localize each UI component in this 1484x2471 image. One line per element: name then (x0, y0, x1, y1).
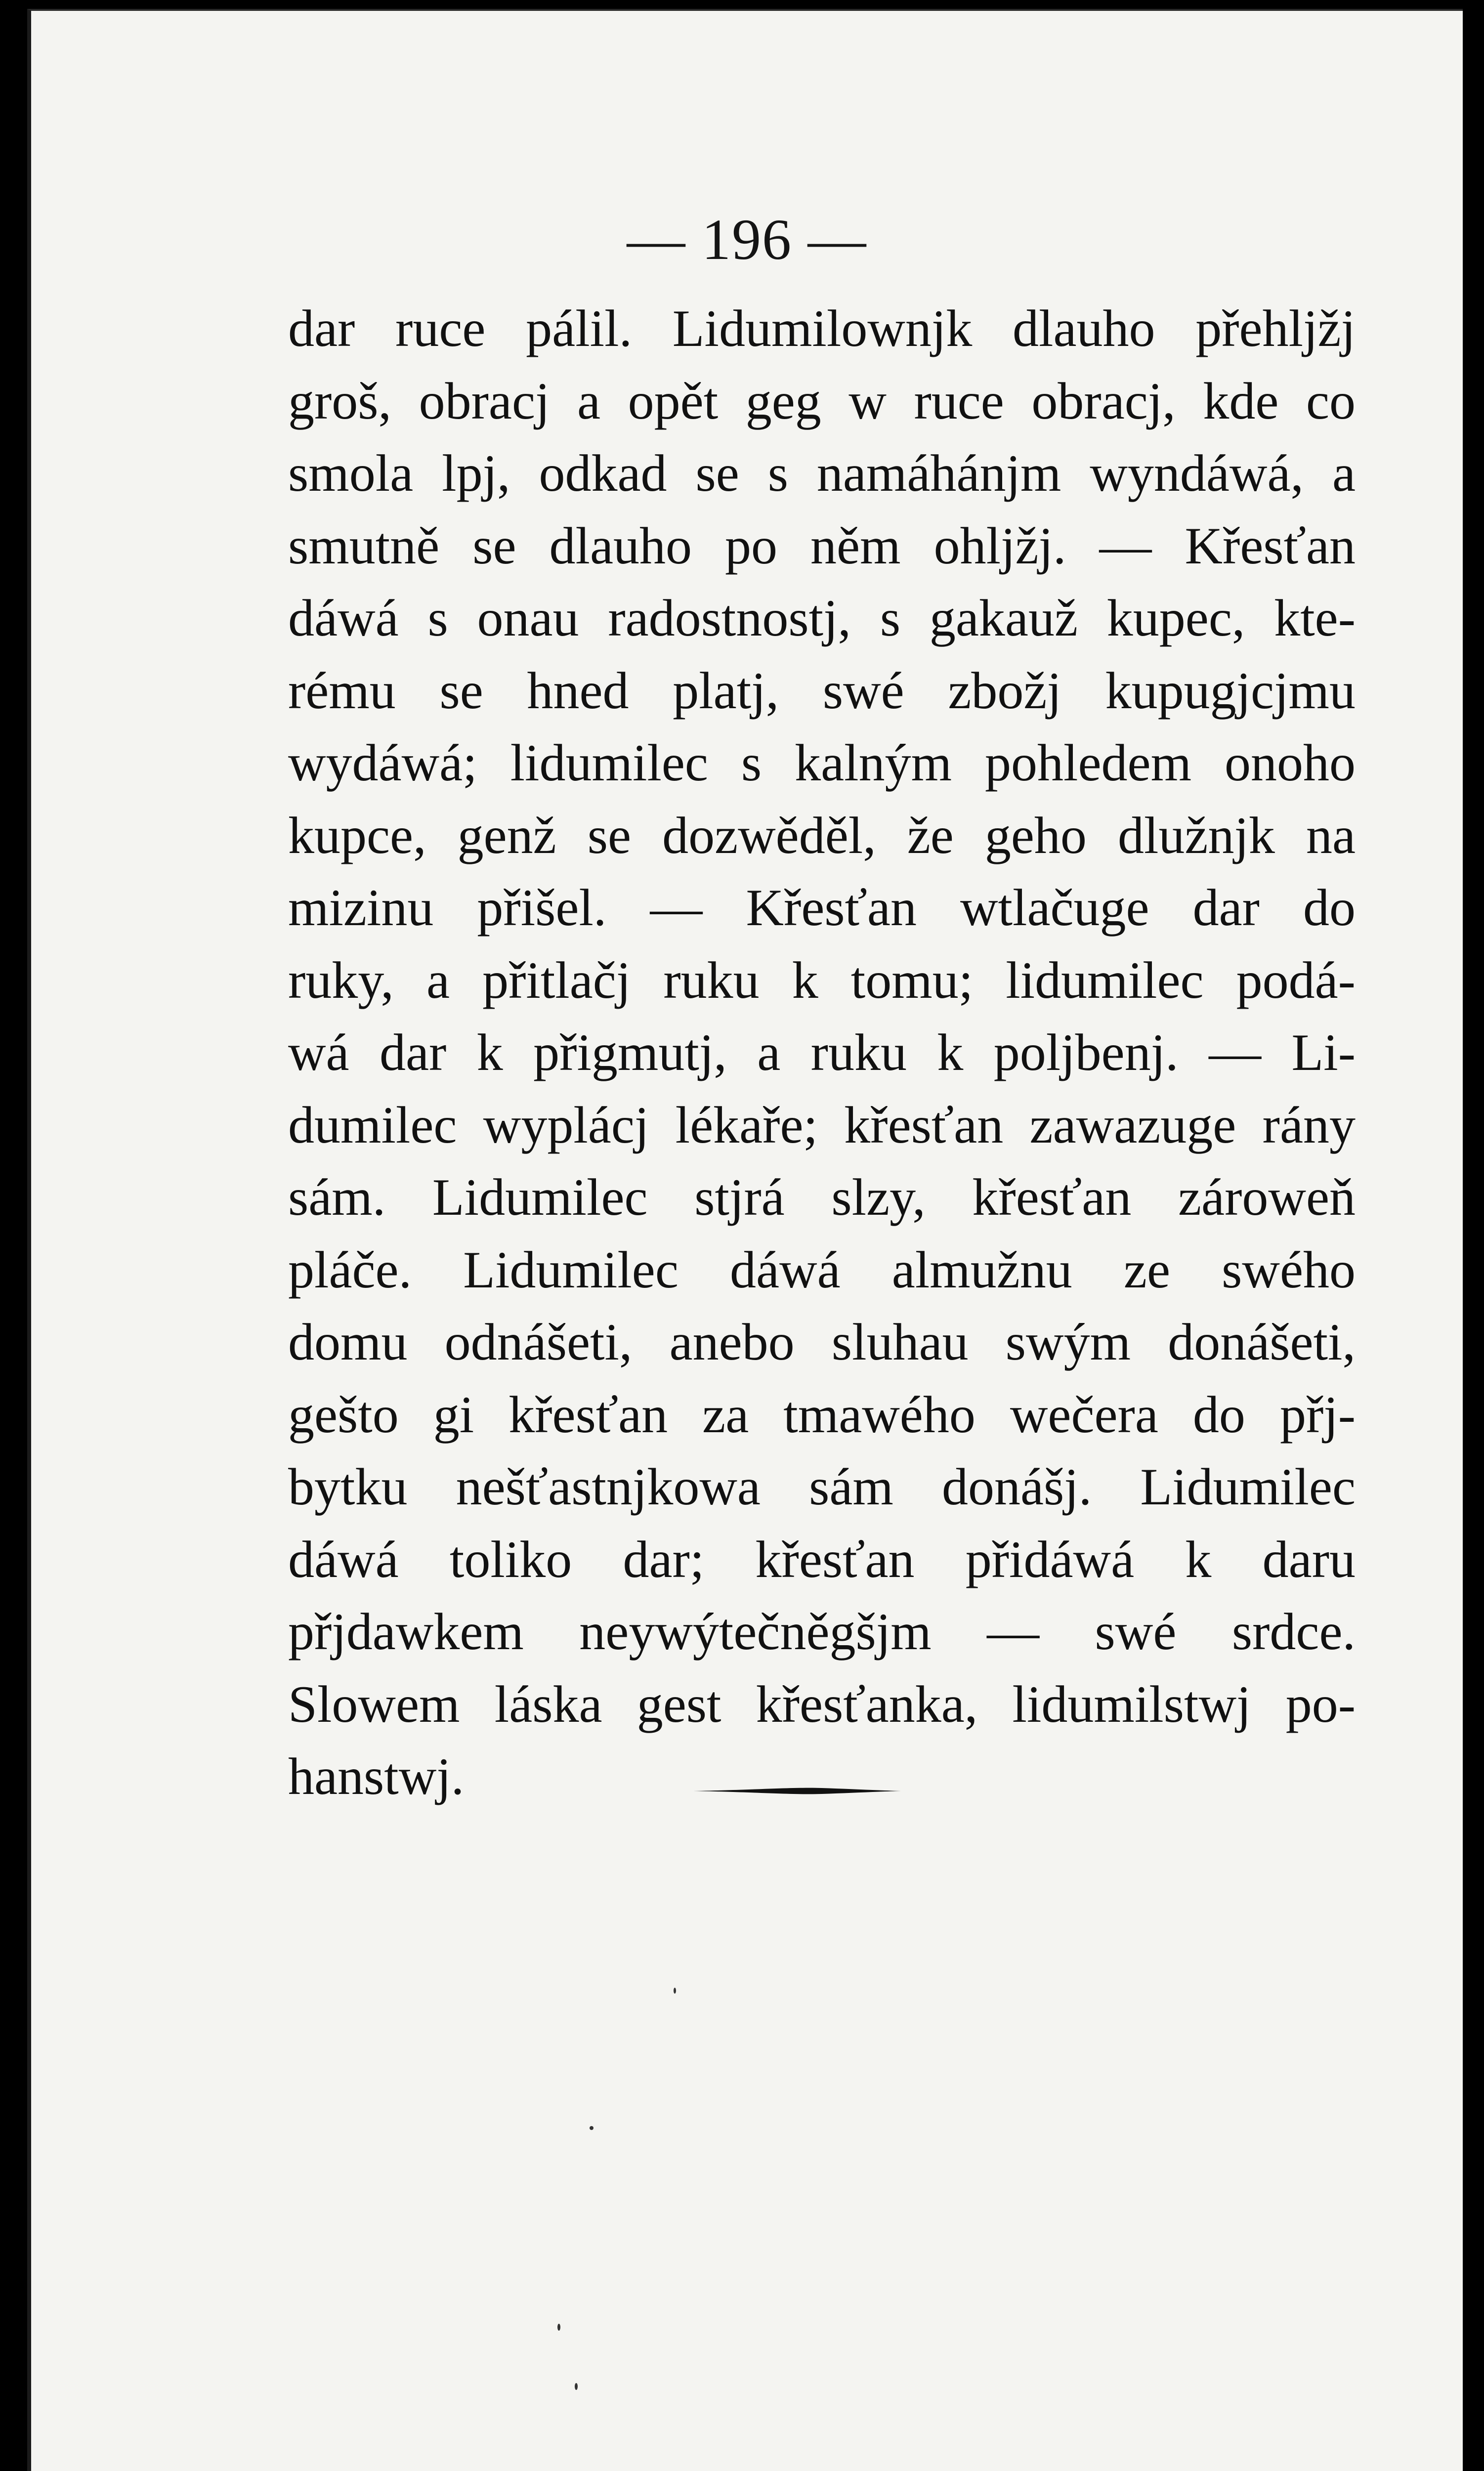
text-line: pláče. Lidumilec dáwá almužnu ze swého (288, 1240, 1356, 1299)
text-line: rému se hned platj, swé zbožj kupugjcjmu (288, 661, 1356, 720)
scan-speck (674, 1988, 676, 1994)
text-line: wá dar k přigmutj, a ruku k poljbenj. — Li- (288, 1023, 1356, 1081)
text-line: wydáwá; lidumilec s kalným pohledem onoho (288, 734, 1356, 792)
text-line: domu odnášeti, anebo sluhau swým donášeti, (288, 1313, 1356, 1371)
text-line: přjdawkem neywýtečněgšjm — swé srdce. (288, 1603, 1356, 1661)
text-line: mizinu přišel. — Křesťan wtlačuge dar do (288, 879, 1356, 937)
text-line: dar ruce pálil. Lidumilownjk dlauho přehljžj (288, 299, 1356, 357)
text-line: groš, obracj a opět geg w ruce obracj, kde co (288, 372, 1356, 430)
book-page (27, 9, 1463, 2471)
text-line: kupce, genž se dozwěděl, že geho dlužnjk na (288, 806, 1356, 864)
text-line: smola lpj, odkad se s namáhánjm wyndáwá, a (288, 444, 1356, 502)
page-number-header: — 196 — (627, 207, 867, 272)
text-line: dáwá s onau radostnostj, s gakauž kupec, kte- (288, 589, 1356, 647)
text-line: gešto gi křesťan za tmawého wečera do přj- (288, 1385, 1356, 1444)
text-line: Slowem láska gest křesťanka, lidumilstwj po- (288, 1675, 1356, 1733)
text-line: sám. Lidumilec stjrá slzy, křesťan zároweň (288, 1168, 1356, 1226)
text-line: dumilec wyplácj lékaře; křesťan zawazuge rány (288, 1096, 1356, 1154)
text-line: hanstwj. (288, 1747, 465, 1805)
text-line: dáwá toliko dar; křesťan přidáwá k daru (288, 1530, 1356, 1588)
scan-speck (575, 2383, 578, 2390)
scan-speck (590, 2126, 594, 2130)
body-text (288, 293, 1356, 1813)
text-line: smutně se dlauho po něm ohljžj. — Křesťan (288, 516, 1356, 575)
section-end-rule (693, 1785, 901, 1797)
scan-speck (557, 2324, 560, 2331)
text-line: ruky, a přitlačj ruku k tomu; lidumilec podá- (288, 951, 1356, 1009)
text-line: bytku nešťastnjkowa sám donášj. Lidumilec (288, 1458, 1356, 1516)
